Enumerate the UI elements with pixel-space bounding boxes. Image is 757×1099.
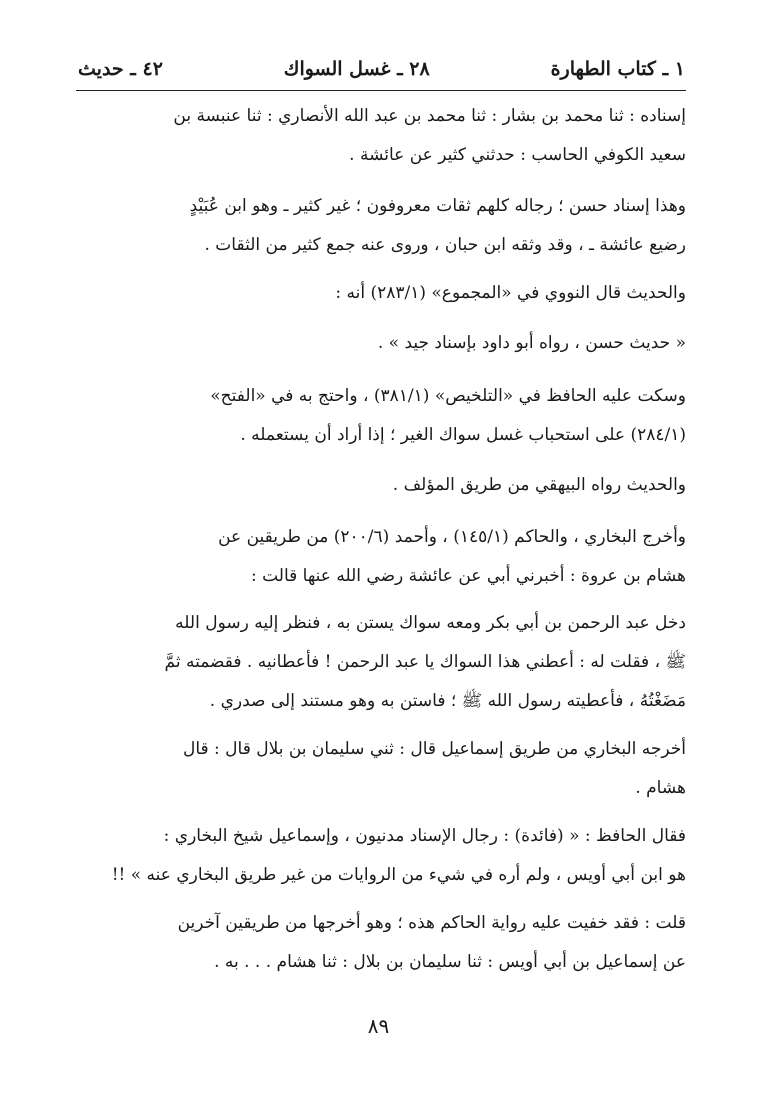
paragraph-nawawi-quote [76,324,686,363]
paragraph-grading [76,187,686,265]
paragraph-line: أخرجه البخاري من طريق إسماعيل قال : ثني سليمان بن بلال قال : قال [182,739,686,759]
paragraph-line: قلت : فقد خفيت عليه رواية الحاكم هذه ؛ وهو أخرجها من طريقين آخرين [177,913,686,933]
paragraph-line: إسناده : ثنا محمد بن بشار : ثنا محمد بن عبد الله الأنصاري : ثنا عنبسة بن [173,106,686,126]
paragraph-line: دخل عبد الرحمن بن أبي بكر ومعه سواك يستن به ، فنظر إليه رسول الله [175,613,686,633]
header-book-title: ١ ـ كتاب الطهارة [550,58,685,80]
paragraph-takhrij [76,518,686,596]
paragraph-nawawi [76,274,686,313]
paragraph-line: هشام بن عروة : أخبرني أبي عن عائشة رضي الله عنها قالت : [250,566,686,586]
paragraph-author-comment [76,904,686,982]
paragraph-line: ﷺ ، فقلت له : أعطني هذا السواك يا عبد الرحمن ! فأعطانيه . فقضمته ثمَّ [164,652,686,672]
header-chapter-title: ٢٨ ـ غسل السواك [283,58,430,80]
paragraph-line: وسكت عليه الحافظ في «التلخيص» (٣٨١/١) ، واحتج به في «الفتح» [210,386,686,406]
paragraph-line: (٢٨٤/١) على استحباب غسل سواك الغير ؛ إذا أراد أن يستعمله . [240,425,686,445]
paragraph-hadith-text [76,604,686,721]
paragraph-isnad [76,97,686,175]
paragraph-line: مَضَغْتُهُ ، فأعطيته رسول الله ﷺ ؛ فاستن به وهو مستند إلى صدري . [209,691,686,711]
running-header [78,52,685,86]
header-rule [76,90,686,91]
paragraph-hafiz-note [76,817,686,895]
paragraph-bukhari-route [76,730,686,808]
paragraph-line: هشام . [635,778,686,798]
paragraph-line: سعيد الكوفي الحاسب : حدثني كثير عن عائشة . [349,145,686,165]
paragraph-line: هو ابن أبي أويس ، ولم أره في شيء من الروايات من غير طريق البخاري عنه » !! [111,865,686,885]
paragraph-line: والحديث رواه البيهقي من طريق المؤلف . [392,475,686,495]
paragraph-line: والحديث قال النووي في «المجموع» (٢٨٣/١) أنه : [335,283,686,303]
paragraph-line: « حديث حسن ، رواه أبو داود بإسناد جيد » . [377,333,686,353]
paragraph-line: رضيع عائشة ـ ، وقد وثقه ابن حبان ، وروى عنه جمع كثير من الثقات . [204,235,686,255]
paragraph-line: فقال الحافظ : « (فائدة) : رجال الإسناد مدنيون ، وإسماعيل شيخ البخاري : [163,826,686,846]
paragraph-bayhaqi [76,466,686,505]
paragraph-line: وهذا إسناد حسن ؛ رجاله كلهم ثقات معروفون ؛ غير كثير ـ وهو ابن عُبَيْدٍ [189,196,686,216]
paragraph-line: وأخرج البخاري ، والحاكم (١٤٥/١) ، وأحمد (٢٠٠/٦) من طريقين عن [218,527,686,547]
page-number: ٨٩ [367,1014,390,1038]
paragraph-talkhis [76,377,686,455]
header-hadith-number: ٤٢ ـ حديث [78,58,163,80]
paragraph-line: عن إسماعيل بن أبي أويس : ثنا سليمان بن بلال : ثنا هشام . . . به . [214,952,686,972]
